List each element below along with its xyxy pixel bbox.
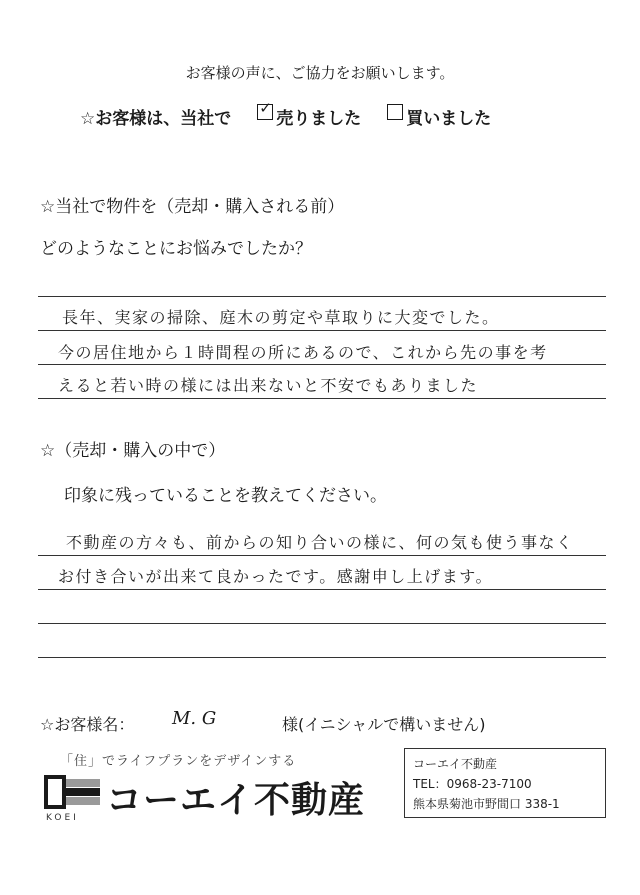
company-tel: TEL：0968-23-7100 <box>413 777 532 791</box>
transaction-choice <box>80 104 491 129</box>
answer2-rule-2 <box>38 589 606 590</box>
answer2-rule-1 <box>38 555 606 556</box>
company-address: 熊本県菊池市野間口 338-1 <box>413 797 560 811</box>
answer2-rule-4 <box>38 657 606 658</box>
q2-line1: ☆（売却・購入の中で） <box>40 441 226 461</box>
customer-name-suffix: 様(イニシャルで構いません) <box>282 715 486 734</box>
answer1-rule-1 <box>38 296 606 297</box>
bought-label: 買いました <box>406 109 492 129</box>
company-name: コーエイ不動産 <box>413 757 498 771</box>
q1-line2: どのようなことにお悩みでしたか？ <box>40 239 312 259</box>
form-header: お客様の声に、ご協力をお願いします。 <box>185 64 455 82</box>
sold-checkbox[interactable] <box>257 104 273 120</box>
choice-prefix: ☆お客様は、当社で <box>80 109 232 129</box>
customer-name-value: M. G <box>172 708 217 729</box>
sold-label: 売りました <box>276 109 362 129</box>
company-info-box <box>404 748 606 818</box>
bought-checkbox[interactable] <box>387 104 403 120</box>
koei-logo-icon <box>44 775 100 809</box>
answer2-rule-3 <box>38 623 606 624</box>
answer1-rule-3 <box>38 364 606 365</box>
q2-line2: 印象に残っていることを教えてください。 <box>64 486 387 506</box>
answer1-text-3: えると若い時の様には出来ないと不安でもありました <box>58 376 479 395</box>
company-tagline: 「住」でライフプランをデザインする <box>60 754 297 769</box>
q1-line1: ☆当社で物件を（売却・購入される前） <box>40 197 345 217</box>
logo-sub: KOEI <box>46 813 79 823</box>
logo-name: コーエイ不動産 <box>106 780 366 821</box>
answer2-text-2: お付き合いが出来て良かったです。感謝申し上げます。 <box>58 567 493 586</box>
answer1-text-1: 長年、実家の掃除、庭木の剪定や草取りに大変でした。 <box>62 308 500 327</box>
answer1-text-2: 今の居住地から１時間程の所にあるので、これから先の事を考 <box>58 343 548 362</box>
answer2-text-1: 不動産の方々も、前からの知り合いの様に、何の気も使う事なく <box>66 533 574 552</box>
answer1-rule-4 <box>38 398 606 399</box>
answer1-rule-2 <box>38 330 606 331</box>
customer-name-label: ☆お客様名： <box>40 715 135 734</box>
